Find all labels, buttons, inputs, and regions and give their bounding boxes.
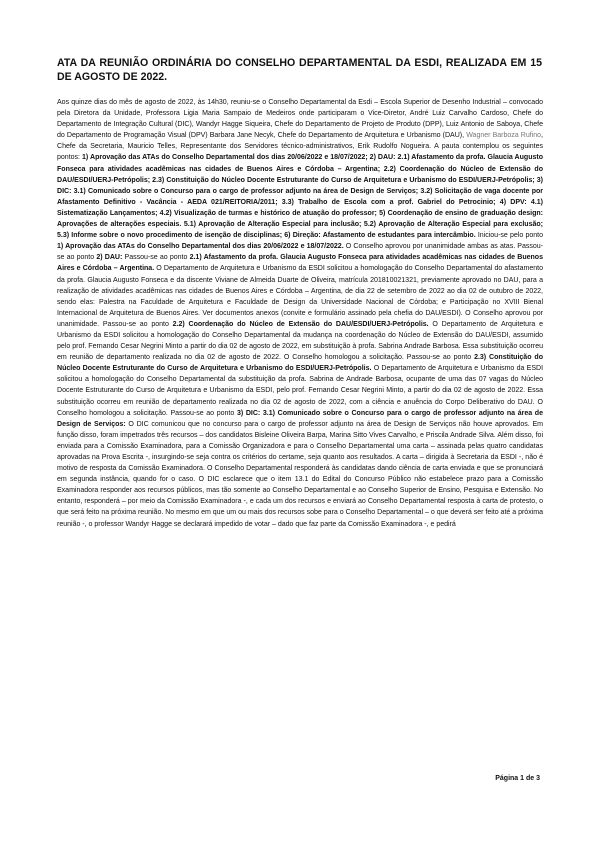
minutes-body xyxy=(57,97,543,530)
opening-text: Aos quinze dias do mês de agosto de 2022, às 14h30, reuniu-se o Conselho Departamental da Esdi – Escola Superior de Desenho Industrial – convocado pela Diretora da Unidade, Professora Ligia Maria Sampaio de Medeiros onde participaram o Vice-Diretor, André Luiz Carvalho Cardoso, Chefe do Departamento de Integração Cultural (DIC), Wandyr Hagge Siqueira, Chefe do Departamento de Projeto de Produto (DPP), Luiz Antonio de Saboya, Chefe do Departamento de Programação Visual (DPV) Barbara Jane Necyk, Chefe do Departamento de Arquitetura e Urbanismo (DAU), xyxy=(57,99,543,140)
member-name: Wagner Barboza Rufino xyxy=(466,132,542,140)
item-heading: 1) Aprovação das ATAs do Conselho Departamental dos dias 20/06/2022 e 18/07/2022. xyxy=(57,243,344,251)
document-title: ATA DA REUNIÃO ORDINÁRIA DO CONSELHO DEPARTAMENTAL DA ESDI, REALIZADA EM 15 DE AGOSTO DE 2022. xyxy=(57,57,542,83)
agenda-items: 1) Aprovação das ATAs do Conselho Departamental dos dias 20/06/2022 e 18/07/2022; 2) DAU: 2.1) Afastamento da profa. Glaucia Augusto Fonseca para atividades acadêmicas nas cidades de Buenos Aires e Córdoba – Argentina; 2.2) Coordenação do Núcleo de Extensão do DAU/ESDI/UERJ-Petrópolis; 2.3) Constituição do Núcleo Docente Estruturante do Curso de Arquitetura e Urbanismo do ESDI/UERJ-Petrópolis; 3) DIC: 3.1) Comunicado sobre o Concurso para o cargo de professor adjunto na área de Design de Serviços; 3.2) Solicitação de vaga docente por Afastamento Definitivo - Vacância - AEDA 021/REITORIA/2011; 3.3) Trabalho de Escola com a prof. Gabriel do Petrocinio; 4) DPV: 4.1) Sistematização Lançamentos; 4.2) Visualização de turmas e histórico de atuação do professor; 5) Coordenação de ensino de graduação design: Aprovações de alterações especiais. 5.1) Aprovação de Alteração Especial para inclusão; 5.2) Aprovação de Alteração Especial para exclusão; 5.3) Informe sobre o novo procedimento de isenção de disciplinas; 6) Direção: Afastamento de estudantes para intercâmbio. xyxy=(57,154,543,240)
text-run: O Departamento de Arquitetura e Urbanismo da ESDI solicitou a homologação do Conselho Departamental do afastamento da profa. Glaucia Augusto Fonseca e da discente Viviane de Almeida Duarte de Oliveira, matrícula 201810021321, previamente aprovado no DAU, para a realização de atividades acadêmicas nas cidades de Buenos Aires e Córdoba – Argentina, de dia 22 de setembro de 2022 ao dia 02 de outubro de 2022, sendo elas: Palestra na Faculdade de Arquitetura e Faculdade de Design da Universidade Nacional de Córdoba; e Participação no XVIII Bienal Internacional de Arquitetura de Buenos Aires. Ver documentos anexos (convite e formulário assinado pela chefia do DAU/ESDI). O Conselho aprovou por unanimidade. Passou-se ao ponto xyxy=(57,265,543,328)
item-heading: 3) DIC: 3.1) Comunicado sobre o Concurso para o cargo de professor adjunto na área de Design de Serviços: xyxy=(57,409,543,428)
text-run: O Departamento de Arquitetura e Urbanismo da ESDI solicitou a homologação do Conselho Departamental da substituição da profa. Sabrina de Andrade Barbosa, ocupante de uma das 07 vagas do Núcleo Docente Estruturante do Curso de Arquitetura e Urbanismo da ESDI, pelo prof. Fernando Cesar Negrini Minto, a partir do dia 02 de agosto de 2022. Essa substituição ocorreu em reunião de departamento realizada no dia 02 de agosto de 2022, com a ciência e anuência do Corpo Deliberativo do DAU. O Conselho homologou a solicitação. Passou-se ao ponto xyxy=(57,365,544,417)
text-run: Passou-se ao ponto xyxy=(122,254,190,262)
item-heading: 2.3) Constituição do Núcleo Docente Estruturante do Curso de Arquitetura e Urbanismo do ESDI/UERJ-Petrópolis. xyxy=(57,354,543,373)
agenda-intro: , Chefe da Secretaria, Mauricio Telles, Representante dos Servidores técnico-administrativos, Erik Rudolfo Nogueira. A pauta contemplou os seguintes pontos: xyxy=(57,132,543,162)
text-run: O Departamento de Arquitetura e Urbanismo da ESDI solicitou a homologação do Conselho Departamental da mudança na coordenação do Núcleo de Extensão do DAU/ESDI, assumido pelo prof. Fernando Cesar Negrini Minto a partir do dia 02 de agosto de 2022, em substituição à profa. Sabrina Andrade Barbosa. Essa substituição ocorreu em reunião de departamento realizada no dia 02 de agosto de 2022. O Conselho homologou a solicitação. Passou-se ao ponto xyxy=(57,320,543,362)
item-heading: 2) DAU: xyxy=(96,254,123,262)
text-run: O DIC comunicou que no concurso para o cargo de professor adjunto na área de Design de Serviços não houve aprovados. Em função disso, foram impetrados três recursos – dos candidatos Bisleine Oliveira Barpa, Marina Sitto Vives Carvalho, e Priscila Andrade Silva. Além disso, foi enviada para a Comissão Examinadora, para a Comissão Organizadora e para o Conselho Departamental uma carta – assinada pelas quatro candidatas aprovadas na Prova Escrita -, insurgindo-se seja contra os critérios do certame, seja quanto aos resultados. A carta – dirigida à Secretaria da ESDI -, não é motivo de resposta da Comissão Examinadora. O Conselho Departamental responderá às candidatas dando ciência de carta enviada e que se pronunciará em segunda instância, quando for o caso. O DIC esclarece que o item 13.1 do Edital do Concurso Público não estabelece prazo para a Comissão Examinadora responder aos recursos públicos, mas tão somente ao Conselho Departamental e ao Conselho Superior de Ensino, Pesquisa e Extensão. No entanto, responderá – por meio da Comissão Examinadora -, e cada um dos recursos e enviará ao Conselho Departamental resposta à carta de protesto, o que será feito na próxima reunião. No mesmo em que um ou mais dos recursos sobe para o Conselho Departamental – o que deverá ser feito até a próxima reunião -, o professor Wandyr Hagge se declarará impedido de votar – dado que faz parte da Comissão Examinadora -, e pedirá xyxy=(57,420,543,528)
text-run: O Conselho aprovou por unanimidade ambas as atas. Passou-se ao ponto xyxy=(57,243,543,262)
item-heading: 2.2) Coordenação do Núcleo de Extensão do DAU/ESDI/UERJ-Petrópolis. xyxy=(172,320,429,328)
page-number: Página 1 de 3 xyxy=(495,775,540,782)
item-heading: 2.1) Afastamento da profa. Glaucia Augusto Fonseca para atividades acadêmicas nas cidades de Buenos Aires e Córdoba – Argentina. xyxy=(57,254,543,273)
text-run: Iniciou-se pelo ponto xyxy=(475,232,543,240)
